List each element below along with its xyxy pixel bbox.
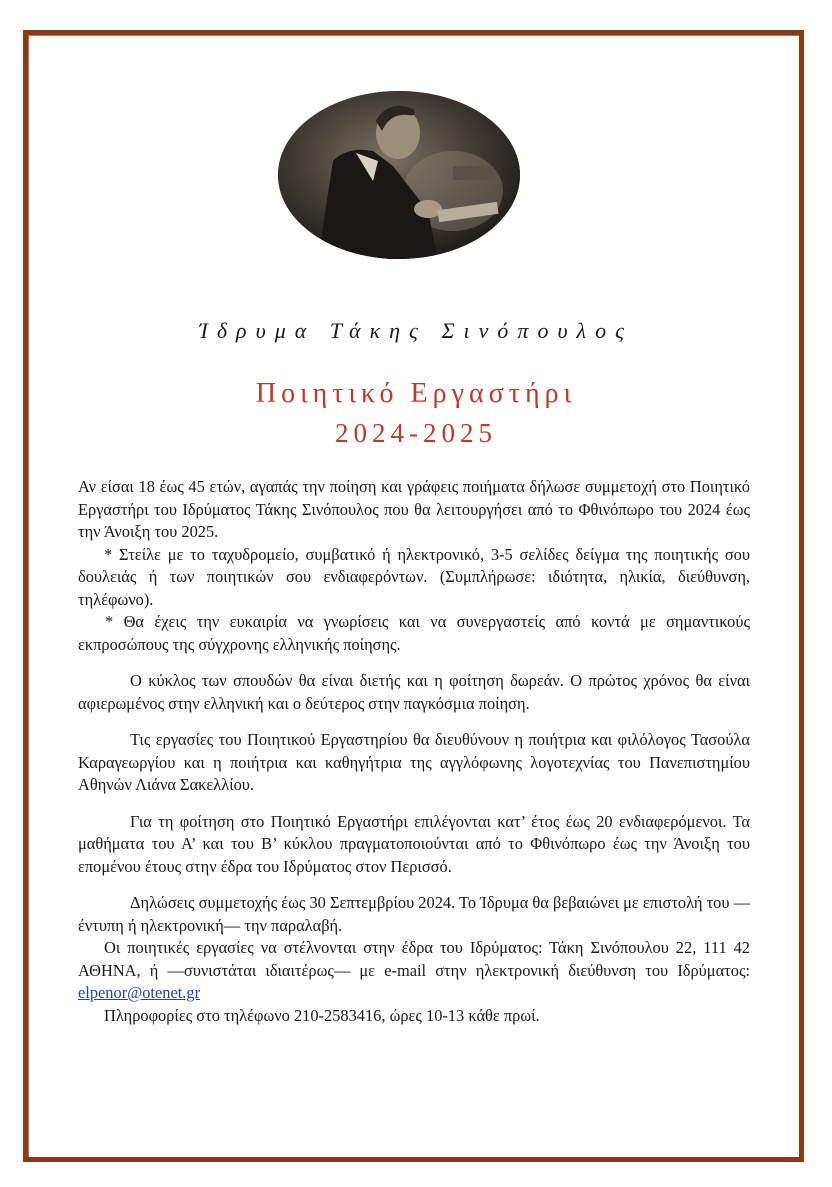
bullet-item: * Στείλε με το ταχυδρομείο, συμβατικό ή ηλεκτρονικό, 3-5 σελίδες δείγμα της ποιητικής σου δουλειάς ή των ποιητικών σου ενδιαφερόντων. (Συμπλήρωσε: ιδιότητα, ηλικία, διεύθυνση, τηλέφωνο). (78, 544, 750, 609)
bullet-item: * Θα έχεις την ευκαιρία να γνωρίσεις και να συνεργαστείς από κοντά με σημαντικούς εκπροσώπους της σύγχρονης ελληνικής ποίησης. (78, 612, 750, 654)
email-link[interactable]: elpenor@otenet.gr (78, 983, 201, 1002)
paragraph-directors: Τις εργασίες του Ποιητικού Εργαστηρίου θα διευθύνουν η ποιήτρια και φιλόλογος Τασούλα Καραγεωργίου και η ποιήτρια και καθηγήτρια της αγγλόφωνης λογοτεχνίας του Πανεπιστημίου Αθηνών Λιάνα Σακελλίου. (78, 730, 750, 794)
portrait-photo (278, 91, 520, 259)
page-subtitle-years: 2024-2025 (335, 418, 497, 448)
paragraph-cycle: Ο κύκλος των σπουδών θα είναι διετής και η φοίτηση δωρεάν. Ο πρώτος χρόνος θα είναι αφιερωμένος στην ελληνική και ο δεύτερος στην παγκόσμια ποίηση. (78, 671, 750, 713)
intro-paragraph: Αν είσαι 18 έως 45 ετών, αγαπάς την ποίηση και γράφεις ποιήματα δήλωσε συμμετοχή στο Ποιητικό Εργαστήρι του Ιδρύματος Τάκης Σινόπουλος που θα λειτουργήσει από το Φθινόπωρο του 2024 έως την Άνοιξη του 2025. (78, 477, 750, 541)
paragraph-deadline: Δηλώσεις συμμετοχής έως 30 Σεπτεμβρίου 2024. Το Ίδρυμα θα βεβαιώνει με επιστολή του —έντυπη ή ηλεκτρονική— την παραλαβή. (78, 893, 750, 935)
paragraph-address (78, 937, 750, 1005)
page-title: Ποιητικό Εργαστήρι (255, 378, 577, 409)
portrait-photo-icon (278, 91, 520, 259)
address-text: Οι ποιητικές εργασίες να στέλνονται στην έδρα του Ιδρύματος: Τάκη Σινόπουλου 22, 111 42 ΑΘΗΝΑ, ή —συνιστάται ιδιαιτέρως— με e-mail στην ηλεκτρονική διεύθυνση του Ιδρύματος: (78, 938, 750, 980)
paragraph-info: Πληροφορίες στο τηλέφωνο 210-2583416, ώρες 10-13 κάθε πρωί. (104, 1005, 540, 1025)
paragraph-selection: Για τη φοίτηση στο Ποιητικό Εργαστήρι επιλέγονται κατ’ έτος έως 20 ενδιαφερόμενοι. Τα μαθήματα του Α’ και του Β’ κύκλου πραγματοποιούνται από το Φθινόπωρο έως την Άνοιξη του επομένου έτους στην έδρα του Ιδρύματος στον Περισσό. (78, 811, 750, 876)
body-text (78, 476, 750, 1027)
foundation-name: Ίδρυμα Τάκης Σινόπουλος (198, 318, 634, 343)
